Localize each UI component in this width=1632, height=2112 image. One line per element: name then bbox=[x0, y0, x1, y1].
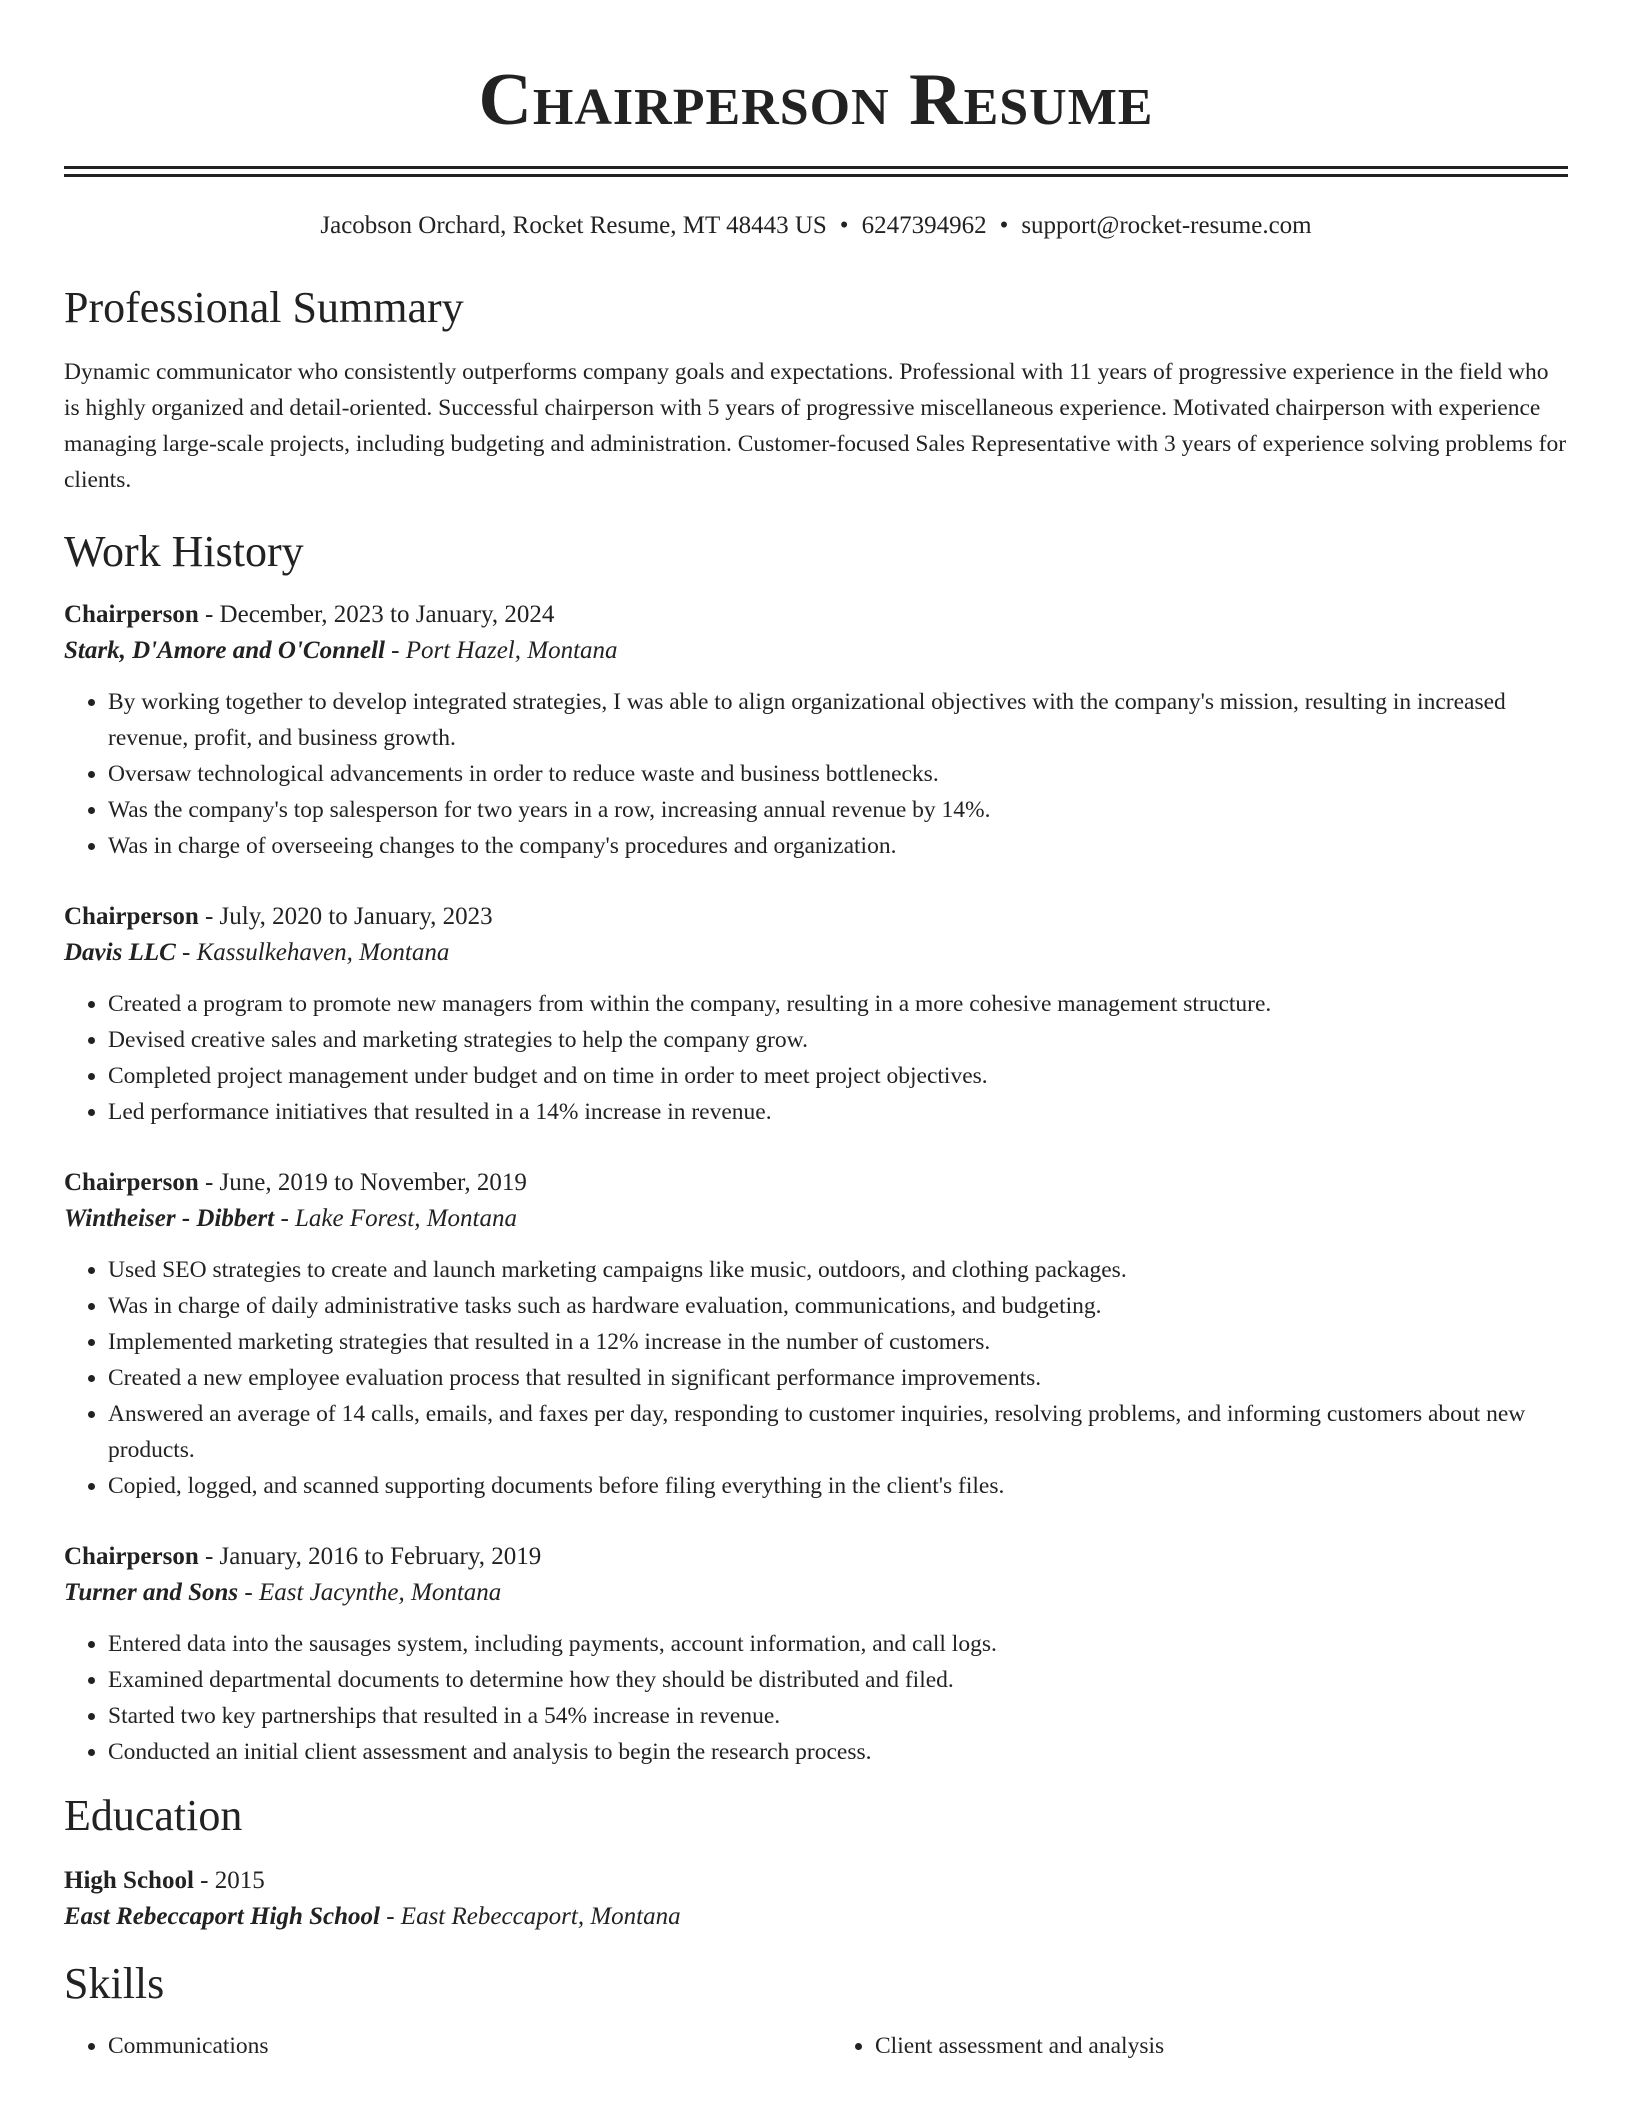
company-location: - Lake Forest, Montana bbox=[274, 1205, 517, 1232]
title-divider-bottom bbox=[64, 174, 1568, 177]
list-item: • Created a program to promote new managers from within the company, resulting in a more cohesive management structure. bbox=[108, 986, 1568, 1022]
list-item: • Completed project management under budget and on time in order to meet project objectives. bbox=[108, 1058, 1568, 1094]
company-name: Turner and Sons bbox=[64, 1579, 239, 1606]
list-item: • Answered an average of 14 calls, emails, and faxes per day, responding to customer inquiries, resolving problems, and informing customers about new products. bbox=[108, 1396, 1568, 1468]
job-bullets bbox=[64, 1626, 1568, 1770]
job-dates: - December, 2023 to January, 2024 bbox=[198, 601, 555, 628]
job-dates: - January, 2016 to February, 2019 bbox=[198, 1543, 542, 1570]
list-item: • Used SEO strategies to create and launch marketing campaigns like music, outdoors, and clothing packages. bbox=[108, 1252, 1568, 1288]
job-title: Chairperson bbox=[64, 1169, 199, 1196]
company-name: Wintheiser - Dibbert bbox=[64, 1205, 275, 1232]
list-item: • Examined departmental documents to determine how they should be distributed and filed. bbox=[108, 1662, 1568, 1698]
contact-email: support@rocket-resume.com bbox=[1021, 212, 1312, 239]
skills-list bbox=[64, 2028, 1568, 2064]
job-bullets bbox=[64, 684, 1568, 864]
work-history-heading: Work History bbox=[64, 527, 304, 576]
job-entry bbox=[64, 900, 1568, 1130]
skills-column-right bbox=[801, 2028, 1568, 2064]
company-line bbox=[64, 632, 1568, 670]
list-item: • Conducted an initial client assessment and analysis to begin the research process. bbox=[108, 1734, 1568, 1770]
list-item: • Started two key partnerships that resulted in a 54% increase in revenue. bbox=[108, 1698, 1568, 1734]
page-title: Chairperson Resume bbox=[478, 59, 1154, 141]
company-location: - Port Hazel, Montana bbox=[384, 637, 618, 664]
bullet-separator: • bbox=[839, 212, 849, 239]
list-item: • Was in charge of overseeing changes to the company's procedures and organization. bbox=[108, 828, 1568, 864]
job-title-line bbox=[64, 1540, 1568, 1574]
education-entry bbox=[64, 1864, 1568, 1936]
job-title-line bbox=[64, 598, 1568, 632]
title-divider-top bbox=[64, 166, 1568, 169]
degree: High School bbox=[64, 1867, 194, 1894]
list-item: • Communications bbox=[108, 2028, 801, 2064]
list-item: • Client assessment and analysis bbox=[875, 2028, 1568, 2064]
job-bullets bbox=[64, 986, 1568, 1130]
school-line bbox=[64, 1898, 1568, 1936]
list-item: • By working together to develop integrated strategies, I was able to align organizational objectives with the company's mission, resulting in increased revenue, profit, and business growth. bbox=[108, 684, 1568, 756]
summary-heading: Professional Summary bbox=[64, 283, 464, 332]
job-title-line bbox=[64, 900, 1568, 934]
contact-phone: 6247394962 bbox=[861, 212, 987, 239]
contact-line bbox=[64, 211, 1568, 241]
resume-page bbox=[64, 0, 1568, 2064]
job-entry bbox=[64, 598, 1568, 864]
list-item: • Entered data into the sausages system, including payments, account information, and call logs. bbox=[108, 1626, 1568, 1662]
graduation-year: - 2015 bbox=[193, 1867, 265, 1894]
job-bullets bbox=[64, 1252, 1568, 1504]
list-item: • Copied, logged, and scanned supporting documents before filing everything in the client's files. bbox=[108, 1468, 1568, 1504]
skills-column-left bbox=[64, 2028, 801, 2064]
company-line bbox=[64, 934, 1568, 972]
skills-heading: Skills bbox=[64, 1959, 165, 2008]
contact-address: Jacobson Orchard, Rocket Resume, MT 48443 US bbox=[320, 212, 827, 239]
job-title: Chairperson bbox=[64, 903, 199, 930]
degree-line bbox=[64, 1864, 1568, 1898]
list-item: • Devised creative sales and marketing strategies to help the company grow. bbox=[108, 1022, 1568, 1058]
job-title: Chairperson bbox=[64, 1543, 199, 1570]
school-location: - East Rebeccaport, Montana bbox=[379, 1903, 681, 1930]
company-name: Davis LLC bbox=[64, 939, 176, 966]
list-item: • Led performance initiatives that resulted in a 14% increase in revenue. bbox=[108, 1094, 1568, 1130]
list-item: • Was the company's top salesperson for two years in a row, increasing annual revenue by 14%. bbox=[108, 792, 1568, 828]
company-location: - Kassulkehaven, Montana bbox=[175, 939, 450, 966]
list-item: • Was in charge of daily administrative tasks such as hardware evaluation, communications, and budgeting. bbox=[108, 1288, 1568, 1324]
job-title-line bbox=[64, 1166, 1568, 1200]
education-heading: Education bbox=[64, 1791, 243, 1840]
job-entry bbox=[64, 1540, 1568, 1770]
job-dates: - July, 2020 to January, 2023 bbox=[198, 903, 493, 930]
list-item: • Created a new employee evaluation process that resulted in significant performance improvements. bbox=[108, 1360, 1568, 1396]
company-location: - East Jacynthe, Montana bbox=[238, 1579, 502, 1606]
school-name: East Rebeccaport High School bbox=[64, 1903, 380, 1930]
list-item: • Implemented marketing strategies that resulted in a 12% increase in the number of customers. bbox=[108, 1324, 1568, 1360]
company-name: Stark, D'Amore and O'Connell bbox=[64, 637, 385, 664]
job-dates: - June, 2019 to November, 2019 bbox=[198, 1169, 527, 1196]
job-entry bbox=[64, 1166, 1568, 1504]
company-line bbox=[64, 1574, 1568, 1612]
job-title: Chairperson bbox=[64, 601, 199, 628]
summary-text: Dynamic communicator who consistently outperforms company goals and expectations. Professional with 11 years of progressive experience in the field who is highly organized and detail-oriented. Successful chairperson with 5 years of progressive miscellaneous experience. Motivated chairperson with experience managing large-scale projects, including budgeting and administration. Customer-focused Sales Representative with 3 years of experience solving problems for clients. bbox=[64, 359, 1567, 493]
bullet-separator: • bbox=[999, 212, 1009, 239]
company-line bbox=[64, 1200, 1568, 1238]
list-item: • Oversaw technological advancements in order to reduce waste and business bottlenecks. bbox=[108, 756, 1568, 792]
